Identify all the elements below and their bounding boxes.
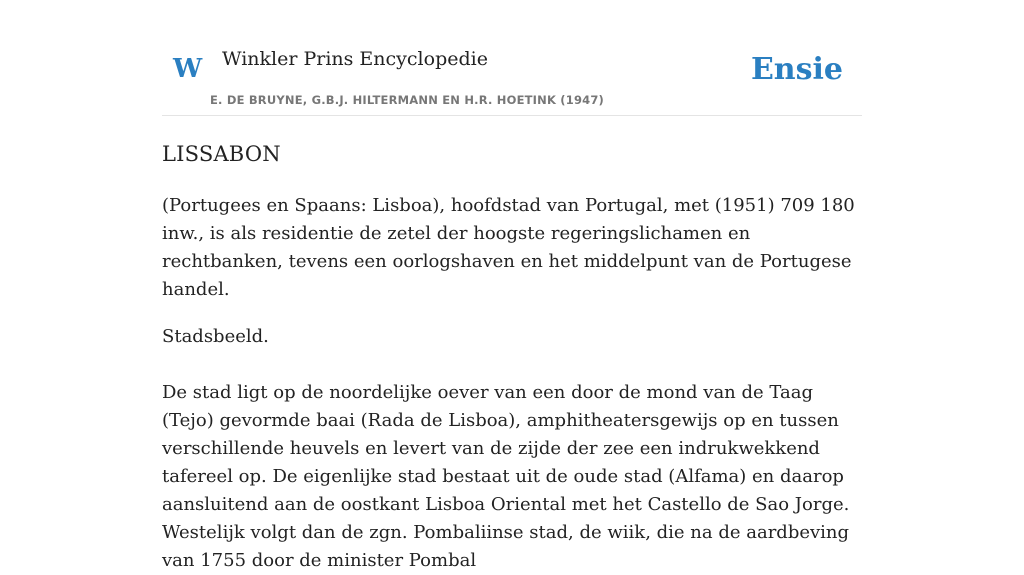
section-heading-stadsbeeld: Stadsbeeld. — [162, 326, 269, 347]
article-paragraph-stadsbeeld: De stad ligt op de noordelijke oever van een door de mond van de Taag (Tejo) gevormde baai (Rada de Lisboa), amphitheatersgewijs op en tussen verschillende heuvels en levert van de zijde der zee een indrukwekkend tafereel op. De eigenlijke stad bestaat uit de oude stad (Alfama) en daarop aansluitend aan de oostkant Lisboa Oriental met het Castello de Sao Jorge. Westelijk volgt dan de zgn. Pombaliinse stad, de wiik, die na de aardbeving van 1755 door de minister Pombal — [162, 382, 850, 571]
site-header — [162, 40, 862, 116]
article-paragraph-intro: (Portugees en Spaans: Lisboa), hoofdstad van Portugal, met (1951) 709 180 inw., is als residentie de zetel der hoogste regeringslichamen en rechtbanken, tevens een oorlogshaven en het middelpunt van de Portugese handel. — [162, 195, 855, 300]
article-title: LISSABON — [162, 142, 281, 166]
site-title[interactable]: Winkler Prins Encyclopedie — [222, 48, 488, 70]
logo-icon[interactable]: W — [173, 54, 203, 84]
brand-logo[interactable]: Ensie — [750, 52, 843, 87]
article — [162, 138, 862, 575]
authors-line: E. DE BRUYNE, G.B.J. HILTERMANN EN H.R. HOETINK (1947) — [210, 93, 605, 107]
